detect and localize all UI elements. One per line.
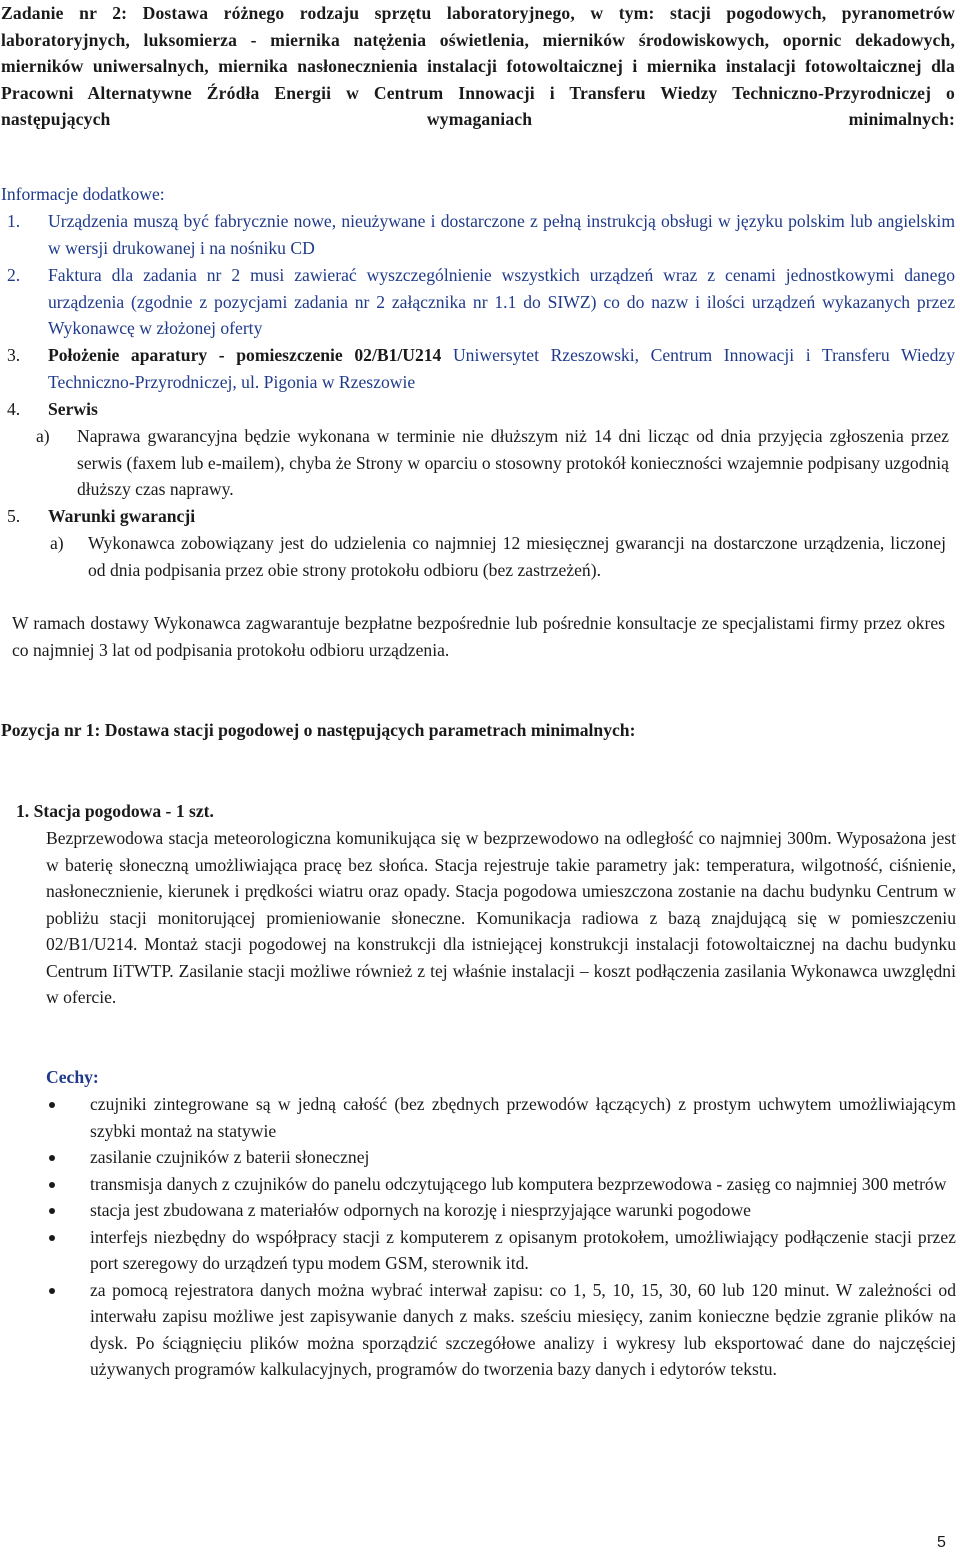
service-subitem-a xyxy=(36,423,949,503)
feature-text: za pomocą rejestratora danych można wybrać interwał zapisu: co 1, 5, 10, 15, 30, 60 lub 120 minut. W zależności od interwału zapisu możliwe jest zapisywanie danych z maks. sześciu miesięcy, zanim konieczne będzie zgranie plików na dysk. Po ściągnięciu plików można sporządzić szczegółowe analizy i wykresy lub eksportować dane do najczęściej używanych programów kalkulacyjnych, programów do tworzenia bazy danych i edytorów tekstu. xyxy=(90,1279,956,1379)
feature-item xyxy=(0,1224,956,1277)
feature-item xyxy=(0,1197,956,1224)
subitem-label: a) xyxy=(50,533,64,553)
service-heading: Serwis xyxy=(48,399,98,419)
task-intro-paragraph: Zadanie nr 2: Dostawa różnego rodzaju sprzętu laboratoryjnego, w tym: stacji pogodowych, pyranometrów laboratoryjnych, luksomierza - miernika natężenia oświetlenia, mierników środowiskowych, opornic dekadowych, mierników uniwersalnych, miernika nasłonecznienia instalacji fotowoltaicznej i miernika instalacji fotowoltaicznej dla Pracowni Alternatywne Źródła Energii w Centrum Innowacji i Transferu Wiedzy Techniczno-Przyrodniczej o następujących wymaganiach minimalnych: xyxy=(1,3,955,129)
feature-item xyxy=(0,1091,956,1144)
page-number: 5 xyxy=(937,1534,946,1551)
info-item-2 xyxy=(7,262,955,342)
bullet-icon xyxy=(49,1155,55,1161)
additional-info-heading: Informacje dodatkowe: xyxy=(1,184,165,204)
bullet-icon xyxy=(49,1235,55,1241)
item-number: 4. xyxy=(7,399,21,419)
feature-item xyxy=(0,1277,956,1383)
location-text: Uniwersytet Rzeszowski, Centrum Innowacji i Transferu Wiedzy Techniczno-Przyrodniczej, ul. Pigonia w Rzeszowie xyxy=(48,345,955,392)
item-text xyxy=(48,342,955,395)
subitem-text: Naprawa gwarancyjna będzie wykonana w terminie nie dłuższym niż 14 dni licząc od dnia przyjęcia zgłoszenia przez serwis (faxem lub e-mailem), chyba że Strony w oparciu o stosowny protokół konieczności wzajemnie podpisany uzgodnią dłuższy czas naprawy. xyxy=(77,426,949,499)
feature-item xyxy=(0,1171,956,1198)
item-text: Urządzenia muszą być fabrycznie nowe, nieużywane i dostarczone z pełną instrukcją obsługi w języku polskim lub angielskim w wersji drukowanej i na nośniku CD xyxy=(48,211,955,258)
subitem-label: a) xyxy=(36,426,50,446)
info-item-1 xyxy=(7,208,955,261)
feature-text: czujniki zintegrowane są w jedną całość (bez zbędnych przewodów łączących) z prostym uchwytem umożliwiającym szybki montaż na statywie xyxy=(90,1094,956,1141)
bullet-icon xyxy=(49,1208,55,1214)
warranty-heading: Warunki gwarancji xyxy=(48,506,196,526)
item-number: 3. xyxy=(7,345,21,365)
features-heading: Cechy: xyxy=(46,1067,99,1087)
position-heading: Pozycja nr 1: Dostawa stacji pogodowej o następujących parametrach minimalnych: xyxy=(1,720,636,740)
location-label: Położenie aparatury - pomieszczenie 02/B1/U214 xyxy=(48,345,442,365)
station-item-title: 1. Stacja pogodowa - 1 szt. xyxy=(16,801,214,821)
features-list xyxy=(0,1091,960,1383)
item-number: 1. xyxy=(7,211,21,231)
bullet-icon xyxy=(49,1182,55,1188)
feature-item xyxy=(0,1144,956,1171)
info-item-4 xyxy=(7,396,955,423)
feature-text: interfejs niezbędny do współpracy stacji z komputerem z opisanym protokołem, umożliwiający podłączenie stacji przez port szeregowy do urządzeń typu modem GSM, sterownik itd. xyxy=(90,1226,956,1273)
item-number: 5. xyxy=(7,506,21,526)
feature-text: stacja jest zbudowana z materiałów odpornych na korozję i niesprzyjające warunki pogodowe xyxy=(90,1200,751,1220)
item-number: 2. xyxy=(7,265,21,285)
item-text: Faktura dla zadania nr 2 musi zawierać wyszczególnienie wszystkich urządzeń wraz z cenami jednostkowymi danego urządzenia (zgodnie z pozycjami zadania nr 2 załącznika nr 1.1 do SIWZ) co do nazw i ilości urządzeń wykazanych przez Wykonawcę w złożonej oferty xyxy=(48,265,955,338)
station-description: Bezprzewodowa stacja meteorologiczna komunikująca się w bezprzewodowo na odległość co najmniej 300m. Wyposażona jest w baterię słoneczną umożliwiająca pracę bez słońca. Stacja rejestruje takie parametry jak: temperatura, wilgotność, ciśnienie, nasłonecznienie, kierunek i prędkości wiatru oraz opady. Stacja pogodowa umieszczona zostanie na dachu budynku Centrum w pobliżu stacji monitorującej promieniowanie słoneczne. Komunikacja radiowa z bazą znajdującą się w pomieszczeniu 02/B1/U214. Montaż stacji pogodowej na konstrukcji dla istniejącej konstrukcji instalacji fotowoltaicznej na dachu budynku Centrum IiTWTP. Zasilanie stacji możliwe również z tej właśnie instalacji – koszt podłączenia zasilania Wykonawca uwzględni w ofercie. xyxy=(46,828,956,1007)
info-item-5 xyxy=(7,503,955,530)
feature-text: zasilanie czujników z baterii słonecznej xyxy=(90,1147,370,1167)
bullet-icon xyxy=(49,1102,55,1108)
bullet-icon xyxy=(49,1288,55,1294)
consultation-paragraph: W ramach dostawy Wykonawca zagwarantuje bezpłatne bezpośrednie lub pośrednie konsultacje ze specjalistami firmy przez okres co najmniej 3 lat od podpisania protokołu odbioru urządzenia. xyxy=(12,613,945,660)
feature-text: transmisja danych z czujników do panelu odczytującego lub komputera bezprzewodowa - zasięg co najmniej 300 metrów xyxy=(90,1173,947,1194)
subitem-text: Wykonawca zobowiązany jest do udzielenia co najmniej 12 miesięcznej gwarancji na dostarczone urządzenia, liczonej od dnia podpisania przez obie strony protokołu odbioru (bez zastrzeżeń). xyxy=(88,533,946,580)
info-item-3 xyxy=(7,342,955,395)
warranty-subitem-a xyxy=(50,530,946,583)
